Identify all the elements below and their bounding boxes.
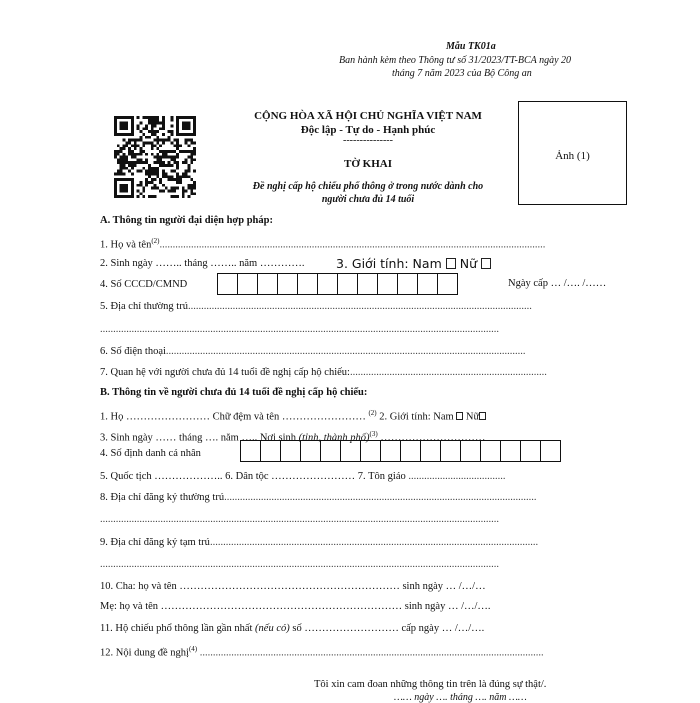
digit-box[interactable]: [460, 440, 481, 462]
field-b8-line-2[interactable]: [100, 512, 499, 528]
field-b3-place: (tỉnh, thành phố): [298, 432, 370, 444]
field-b1-sup: (2): [368, 409, 377, 417]
digit-box[interactable]: [277, 273, 298, 295]
field-b9-line-2[interactable]: [100, 557, 499, 573]
form-code: Mẫu TK01a: [446, 41, 496, 52]
qr-code-icon: [114, 116, 196, 198]
field-a5-dots-2: ........................................................................................................................................................: [100, 324, 499, 335]
field-a1-dots: ...................................................................................................................................................: [159, 239, 546, 251]
issued-line-2: tháng 7 năm 2023 của Bộ Công an: [392, 68, 532, 79]
field-b3-label: 3. Sinh ngày …… tháng …. năm ….. Nơi sinh: [100, 432, 299, 444]
field-b12-label: 12. Nội dung đề nghị: [100, 647, 189, 659]
digit-box[interactable]: [257, 273, 278, 295]
field-a7-relationship[interactable]: [100, 365, 547, 381]
id-number-boxes[interactable]: [218, 273, 458, 295]
field-b8-permanent-address[interactable]: [100, 490, 536, 506]
field-a6-dots: .........................................................................................................................................: [165, 346, 526, 357]
field-a5-line-2[interactable]: [100, 322, 499, 338]
field-a5-permanent-address[interactable]: [100, 299, 532, 315]
signature-date-line: …… ngày …. tháng …. năm ……: [394, 692, 527, 703]
digit-box[interactable]: [320, 440, 341, 462]
field-b10b-label: Mẹ: họ và tên …………………………………………………………… sinh ngày … /…/….: [100, 601, 491, 612]
field-a7-label: 7. Quan hệ với người chưa đủ 14 tuổi đề nghị cấp hộ chiếu:: [100, 367, 350, 378]
personal-id-boxes[interactable]: [241, 440, 561, 462]
field-b1-label: 1. Họ …………………… Chữ đệm và tên ……………………: [100, 411, 369, 423]
checkbox-b-female[interactable]: [479, 412, 486, 420]
form-subtitle-1: Đề nghị cấp hộ chiếu phổ thông ở trong nước dành cho: [252, 181, 484, 192]
digit-box[interactable]: [217, 273, 238, 295]
field-b8-dots: .......................................................................................................................: [224, 492, 537, 503]
motto: Độc lập - Tự do - Hạnh phúc: [300, 124, 436, 136]
field-b11-note: (nếu có): [255, 623, 290, 634]
field-b9-label: 9. Địa chỉ đăng ký tạm trú: [100, 537, 210, 548]
digit-box[interactable]: [337, 273, 358, 295]
field-b10-label: 10. Cha: họ và tên ……………………………………………………… sinh ngày … /…/…: [100, 581, 486, 592]
digit-box[interactable]: [377, 273, 398, 295]
digit-box[interactable]: [300, 440, 321, 462]
section-b-heading: B. Thông tin về người chưa đủ 14 tuổi đề nghị cấp hộ chiếu:: [100, 387, 368, 398]
digit-box[interactable]: [340, 440, 361, 462]
field-b10-father[interactable]: [100, 579, 486, 595]
title-divider: ---------------: [343, 135, 393, 146]
field-a1-full-name[interactable]: [100, 233, 545, 249]
digit-box[interactable]: [357, 273, 378, 295]
field-b5-label: 5. Quốc tịch ……………….. 6. Dân tộc …………………… 7. Tôn giáo: [100, 471, 406, 482]
field-a6-label: 6. Số điện thoại: [100, 346, 166, 357]
digit-box[interactable]: [500, 440, 521, 462]
checkbox-female[interactable]: [481, 258, 491, 269]
digit-box[interactable]: [280, 440, 301, 462]
field-a3-gender[interactable]: [336, 256, 491, 271]
field-a5-dots: ...................................................................................................................................: [187, 301, 532, 312]
field-a2-label: 2. Sinh ngày …….. tháng …….. năm ………….: [100, 258, 305, 269]
field-a4-issue-date[interactable]: Ngày cấp … /…. /……: [508, 278, 607, 289]
field-a5-label: 5. Địa chỉ thường trú: [100, 301, 188, 312]
field-a3-label: 3. Giới tính: Nam: [336, 256, 442, 271]
digit-box[interactable]: [480, 440, 501, 462]
digit-box[interactable]: [417, 273, 438, 295]
form-title: TỜ KHAI: [344, 158, 392, 170]
field-b2-label: 2. Giới tính: Nam: [376, 411, 454, 423]
field-a2-birth-date[interactable]: [100, 256, 304, 272]
field-a3-female: Nữ: [459, 256, 477, 271]
digit-box[interactable]: [540, 440, 561, 462]
digit-box[interactable]: [237, 273, 258, 295]
form-subtitle-2: người chưa đủ 14 tuổi: [321, 194, 415, 205]
digit-box[interactable]: [440, 440, 461, 462]
field-b4-label: 4. Số định danh cá nhân: [100, 448, 201, 459]
field-b8-dots-2: ........................................................................................................................................................: [100, 514, 499, 525]
digit-box[interactable]: [317, 273, 338, 295]
field-b12-sup: (4): [188, 645, 198, 653]
digit-box[interactable]: [520, 440, 541, 462]
declaration: Tôi xin cam đoan những thông tin trên là đúng sự thật/.: [314, 679, 547, 690]
digit-box[interactable]: [437, 273, 458, 295]
field-b9-temporary-address[interactable]: [100, 535, 538, 551]
field-b12-request[interactable]: [100, 641, 544, 657]
field-b9-dots: .............................................................................................................................: [209, 537, 539, 548]
digit-box[interactable]: [380, 440, 401, 462]
field-b11-label: 11. Hộ chiếu phổ thông lần gần nhất: [100, 623, 256, 634]
digit-box[interactable]: [360, 440, 381, 462]
field-b9-dots-2: ........................................................................................................................................................: [100, 559, 499, 570]
field-a4-label: 4. Số CCCD/CMND: [100, 279, 188, 290]
field-a4-id-label: [100, 277, 187, 293]
field-b11-rest: số ……………………… cấp ngày … /…/….: [289, 623, 485, 634]
digit-box[interactable]: [400, 440, 421, 462]
field-a1-label: 1. Họ và tên: [100, 239, 152, 251]
field-b8-label: 8. Địa chỉ đăng ký thường trú: [100, 492, 225, 503]
field-b3-sup: (3): [369, 430, 378, 438]
field-b5-nationality[interactable]: [100, 469, 506, 485]
issued-line-1: Ban hành kèm theo Thông tư số 31/2023/TT-BCA ngày 20: [339, 55, 572, 66]
field-b4-personal-id-label: [100, 446, 201, 462]
field-b2-female: Nữ: [465, 411, 480, 423]
digit-box[interactable]: [397, 273, 418, 295]
digit-box[interactable]: [420, 440, 441, 462]
section-a-heading: A. Thông tin người đại diện hợp pháp:: [100, 215, 273, 226]
field-b10-mother[interactable]: [100, 599, 491, 615]
checkbox-male[interactable]: [446, 258, 456, 269]
digit-box[interactable]: [260, 440, 281, 462]
field-a1-sup: (2): [151, 237, 160, 245]
country-name: CỘNG HÒA XÃ HỘI CHỦ NGHĨA VIỆT NAM: [254, 110, 482, 122]
field-b1-name[interactable]: [100, 405, 486, 421]
field-a7-dots: ...........................................................................: [349, 367, 547, 378]
field-b3-dots: …………………………: [377, 432, 486, 444]
photo-box[interactable]: [518, 101, 627, 205]
digit-box[interactable]: [240, 440, 261, 462]
photo-label: Ảnh (1): [555, 150, 590, 162]
field-b5-dots: .....................................: [405, 471, 506, 482]
field-b12-dots: ...................................................................................................................................: [197, 647, 544, 659]
checkbox-b-male[interactable]: [456, 412, 463, 420]
field-a6-phone[interactable]: [100, 344, 526, 360]
digit-box[interactable]: [297, 273, 318, 295]
field-b11-last-passport[interactable]: [100, 621, 484, 637]
